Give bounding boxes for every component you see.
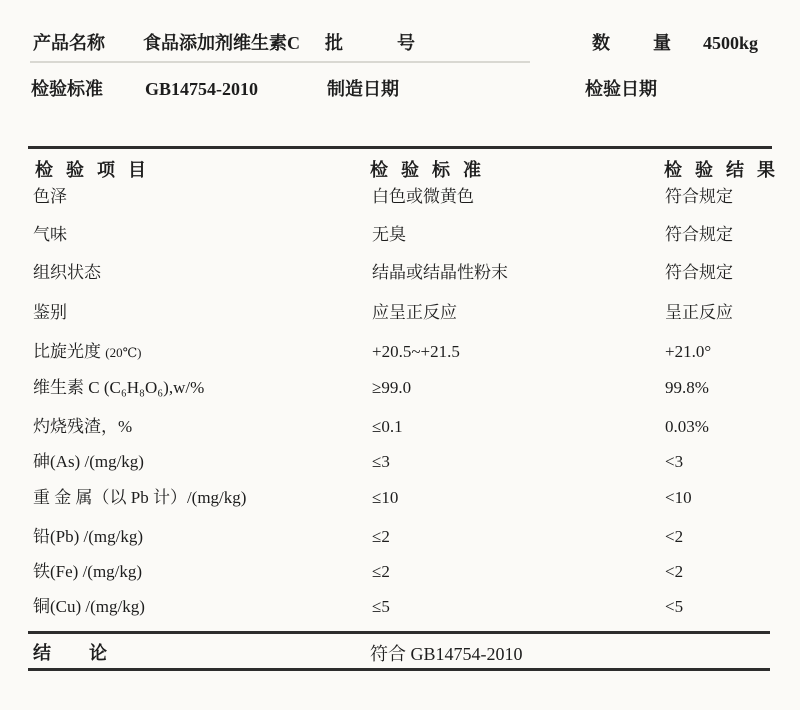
product-name-value: 食品添加剂维生素C [143,33,300,53]
standard-cell: ≤3 [372,452,390,471]
result-cell: <10 [665,488,692,507]
result-cell: 99.8% [665,378,709,397]
inspection-date-label: 检验日期 [585,79,657,99]
item-cell: 灼烧残渣，% [33,417,133,436]
result-cell: <2 [665,562,684,581]
conclusion-value: 符合 GB14754-2010 [370,644,523,664]
conclusion-label: 结论 [33,643,145,663]
item-cell: 气味 [33,225,67,244]
standard-cell: 结晶或结晶性粉末 [372,263,508,282]
item-cell: 铁(Fe) /(mg/kg) [33,562,143,581]
standard-cell: ≥99.0 [372,378,412,397]
result-cell: <2 [665,527,684,546]
result-cell: 呈正反应 [665,303,733,322]
standard-cell: ≤5 [372,597,390,616]
result-cell: <5 [665,597,684,616]
manufacture-date-label: 制造日期 [327,79,399,99]
item-cell [33,339,141,366]
item-cell: 鉴别 [33,303,67,322]
item-note: (20℃) [105,345,142,360]
item-cell: 重 金 属（以 Pb 计）/(mg/kg) [33,488,247,507]
inspection-standard-value: GB14754-2010 [145,79,259,99]
result-cell: +21.0° [665,342,712,361]
result-cell: <3 [665,452,684,471]
column-header-standard: 检验标准 [370,160,494,180]
header-underline [30,61,530,63]
result-cell: 符合规定 [665,263,733,282]
column-header-result: 检验结果 [664,160,788,180]
table-top-rule [28,146,772,149]
standard-cell: 应呈正反应 [372,303,457,322]
result-cell: 0.03% [665,417,709,436]
result-cell: 符合规定 [665,187,733,206]
product-name-label: 产品名称 [33,33,105,53]
item-text: 比旋光度 [33,342,101,361]
item-cell: 铅(Pb) /(mg/kg) [33,527,144,546]
result-cell: 符合规定 [665,225,733,244]
standard-cell: ≤2 [372,562,390,581]
standard-cell: 白色或微黄色 [372,187,474,206]
conclusion-bottom-rule [28,668,770,671]
inspection-standard-label: 检验标准 [31,79,103,99]
standard-cell: 无臭 [372,225,406,244]
quantity-value: 4500kg [703,33,759,53]
standard-cell: ≤0.1 [372,417,403,436]
standard-cell: +20.5~+21.5 [372,342,460,361]
item-cell: 砷(As) /(mg/kg) [33,452,144,471]
conclusion-top-rule [28,631,770,634]
item-cell: 组织状态 [33,263,101,282]
standard-cell: ≤10 [372,488,399,507]
standard-cell: ≤2 [372,527,390,546]
column-header-item: 检验项目 [35,160,159,180]
item-cell: 铜(Cu) /(mg/kg) [33,597,145,616]
item-cell: 色泽 [33,187,67,206]
item-cell: 维生素 C (C₆H₈O₆),w/% [33,378,205,397]
quantity-label: 数量 [592,33,714,53]
batch-number-label: 批号 [325,33,469,53]
